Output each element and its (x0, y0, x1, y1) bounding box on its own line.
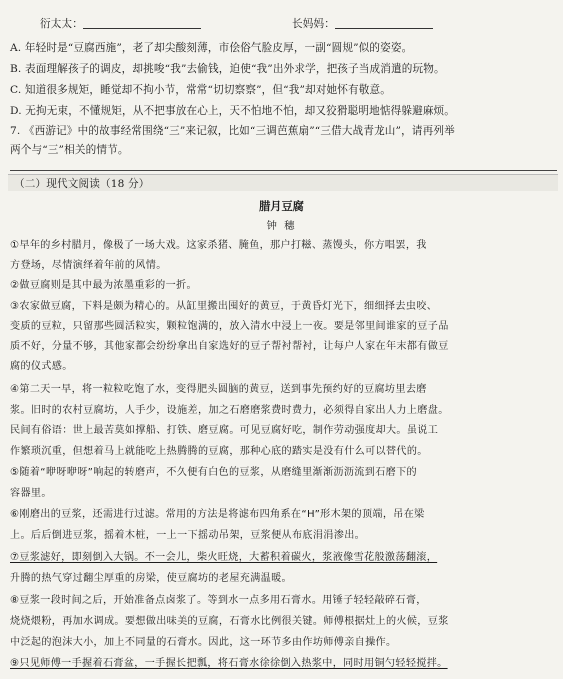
option-c: C. 知道很多规矩，睡觉却不拘小节，常常“切切察察”，但“我”却对她怀有敬意。 (10, 84, 391, 96)
essay-line: ①早年的乡村腊月，像极了一场大戏。这家杀猪、腌鱼，那户打糍、蒸馒头，你方唱罢，我 (10, 240, 427, 251)
essay-line: 变质的豆粒，只留那些圆活粒实，颗粒饱满的，放入清水中浸上一夜。要是邻里间谁家的豆子品 (10, 321, 449, 332)
blank-field-yantaitai (40, 16, 201, 31)
essay-author: 钟 穗 (266, 220, 297, 232)
essay-line-underlined: ⑨只见师傅一手握着石膏盆，一手握长把瓢，将石膏水徐徐倒入热浆中，同时用铜勺轻轻搅拌。 (10, 658, 448, 669)
question-7-line-2: 两个与“三”相关的情节。 (10, 144, 129, 156)
essay-line: ④第二天一早，将一粒粒吃饱了水，变得肥头圆脑的黄豆，送到事先预约好的豆腐坊里去磨 (10, 384, 427, 395)
question-7-line-1: 7. 《西游记》中的故事经常围绕“三”来记叙，比如“三调芭蕉扇”“三借大战青龙山”，请再列举 (10, 125, 455, 137)
answer-line (10, 170, 557, 171)
essay-line: 浆。旧时的农村豆腐坊，人手少，设施差，加之石磨磨浆费时费力，必须得自家出人力上磨盘。 (10, 405, 449, 416)
essay-line: 腐的仪式感。 (10, 361, 73, 372)
essay-line-underlined: ⑦豆浆滤好，即刻倒入大锅。不一会儿，柴火旺烧，大蓄积着碳火，浆液像雪花般激荡翻滚， (10, 552, 438, 563)
answer-blank[interactable] (83, 17, 201, 29)
essay-line: 上。后后倒进豆浆，摇着木桩，一上一下摇动吊架，豆浆便从布底涓涓渗出。 (10, 530, 366, 541)
section-header: （二）现代文阅读（18 分） (14, 178, 150, 190)
option-d: D. 无拘无束，不懂规矩，从不把事放在心上，天不怕地不怕，却又狡猾聪明地惦得躲避麻烦。 (10, 105, 456, 117)
option-a: A. 年轻时是“豆腐西施”，老了却尖酸刻薄，市侩俗气脸皮厚，一副“圆规”似的姿姿。 (10, 42, 413, 54)
essay-line: 烧烧煨粉，再加水调成。要想做出味美的豆腐，石膏水比例很关键。师傅根据灶上的火候，豆浆 (10, 616, 449, 627)
essay-line: 容器里。 (10, 488, 52, 499)
essay-line: 方登场，尽情演绎着年前的风情。 (10, 260, 167, 271)
answer-blank[interactable] (335, 17, 433, 29)
essay-title: 腊月豆腐 (259, 199, 304, 213)
essay-line: 中泛起的泡沫大小，加上不同量的石膏水。因此，这一环节多由作坊师傅亲自操作。 (10, 637, 397, 648)
blank-field-changmama (292, 16, 433, 31)
essay-line: 质不好，分量不够，其他家都会纷纷拿出自家选好的豆子帮衬帮衬，让每户人家在年末都有做豆 (10, 341, 449, 352)
essay-line: ⑧豆浆一段时间之后，开始准备点卤浆了。等到水一点多用石膏水。用锤子轻轻敲碎石膏， (10, 595, 427, 606)
essay-line: ⑥刚磨出的豆浆，还需进行过滤。常用的方法是将滤布四角系在“H”形木架的顶端，吊在梁 (10, 509, 425, 520)
field-label: 长妈妈： (292, 18, 335, 30)
field-label: 衍太太： (40, 18, 83, 30)
essay-line: 升腾的热气穿过翻尘厚重的房梁，使豆腐坊的老屋充满温暖。 (10, 573, 292, 584)
essay-line: ②做豆腐则是其中最为浓墨重彩的一折。 (10, 280, 197, 291)
essay-line: 作繁琐沉重，但想着马上就能吃上热腾腾的豆腐，那种心底的踏实是没有什么可以替代的。 (10, 446, 428, 457)
essay-line: ③农家做豆腐，下料是颇为精心的。从缸里搬出囤好的黄豆，于黄昏灯光下，细细择去虫咬、 (10, 301, 438, 312)
essay-line: ⑤随着“咿呀咿呀”响起的转磨声，不久便有白色的豆浆，从磨缝里渐渐沥沥流到石磨下的 (10, 467, 417, 478)
option-b: B. 表面理解孩子的调皮，却挑唆“我”去偷钱，迫使“我”出外求学，把孩子当成消遣的玩物。 (10, 63, 445, 75)
essay-line: 民间有俗语：世上最苦莫如撑船、打铁、磨豆腐。可见豆腐好吃，制作劳动强度却大。虽说工 (10, 425, 439, 436)
